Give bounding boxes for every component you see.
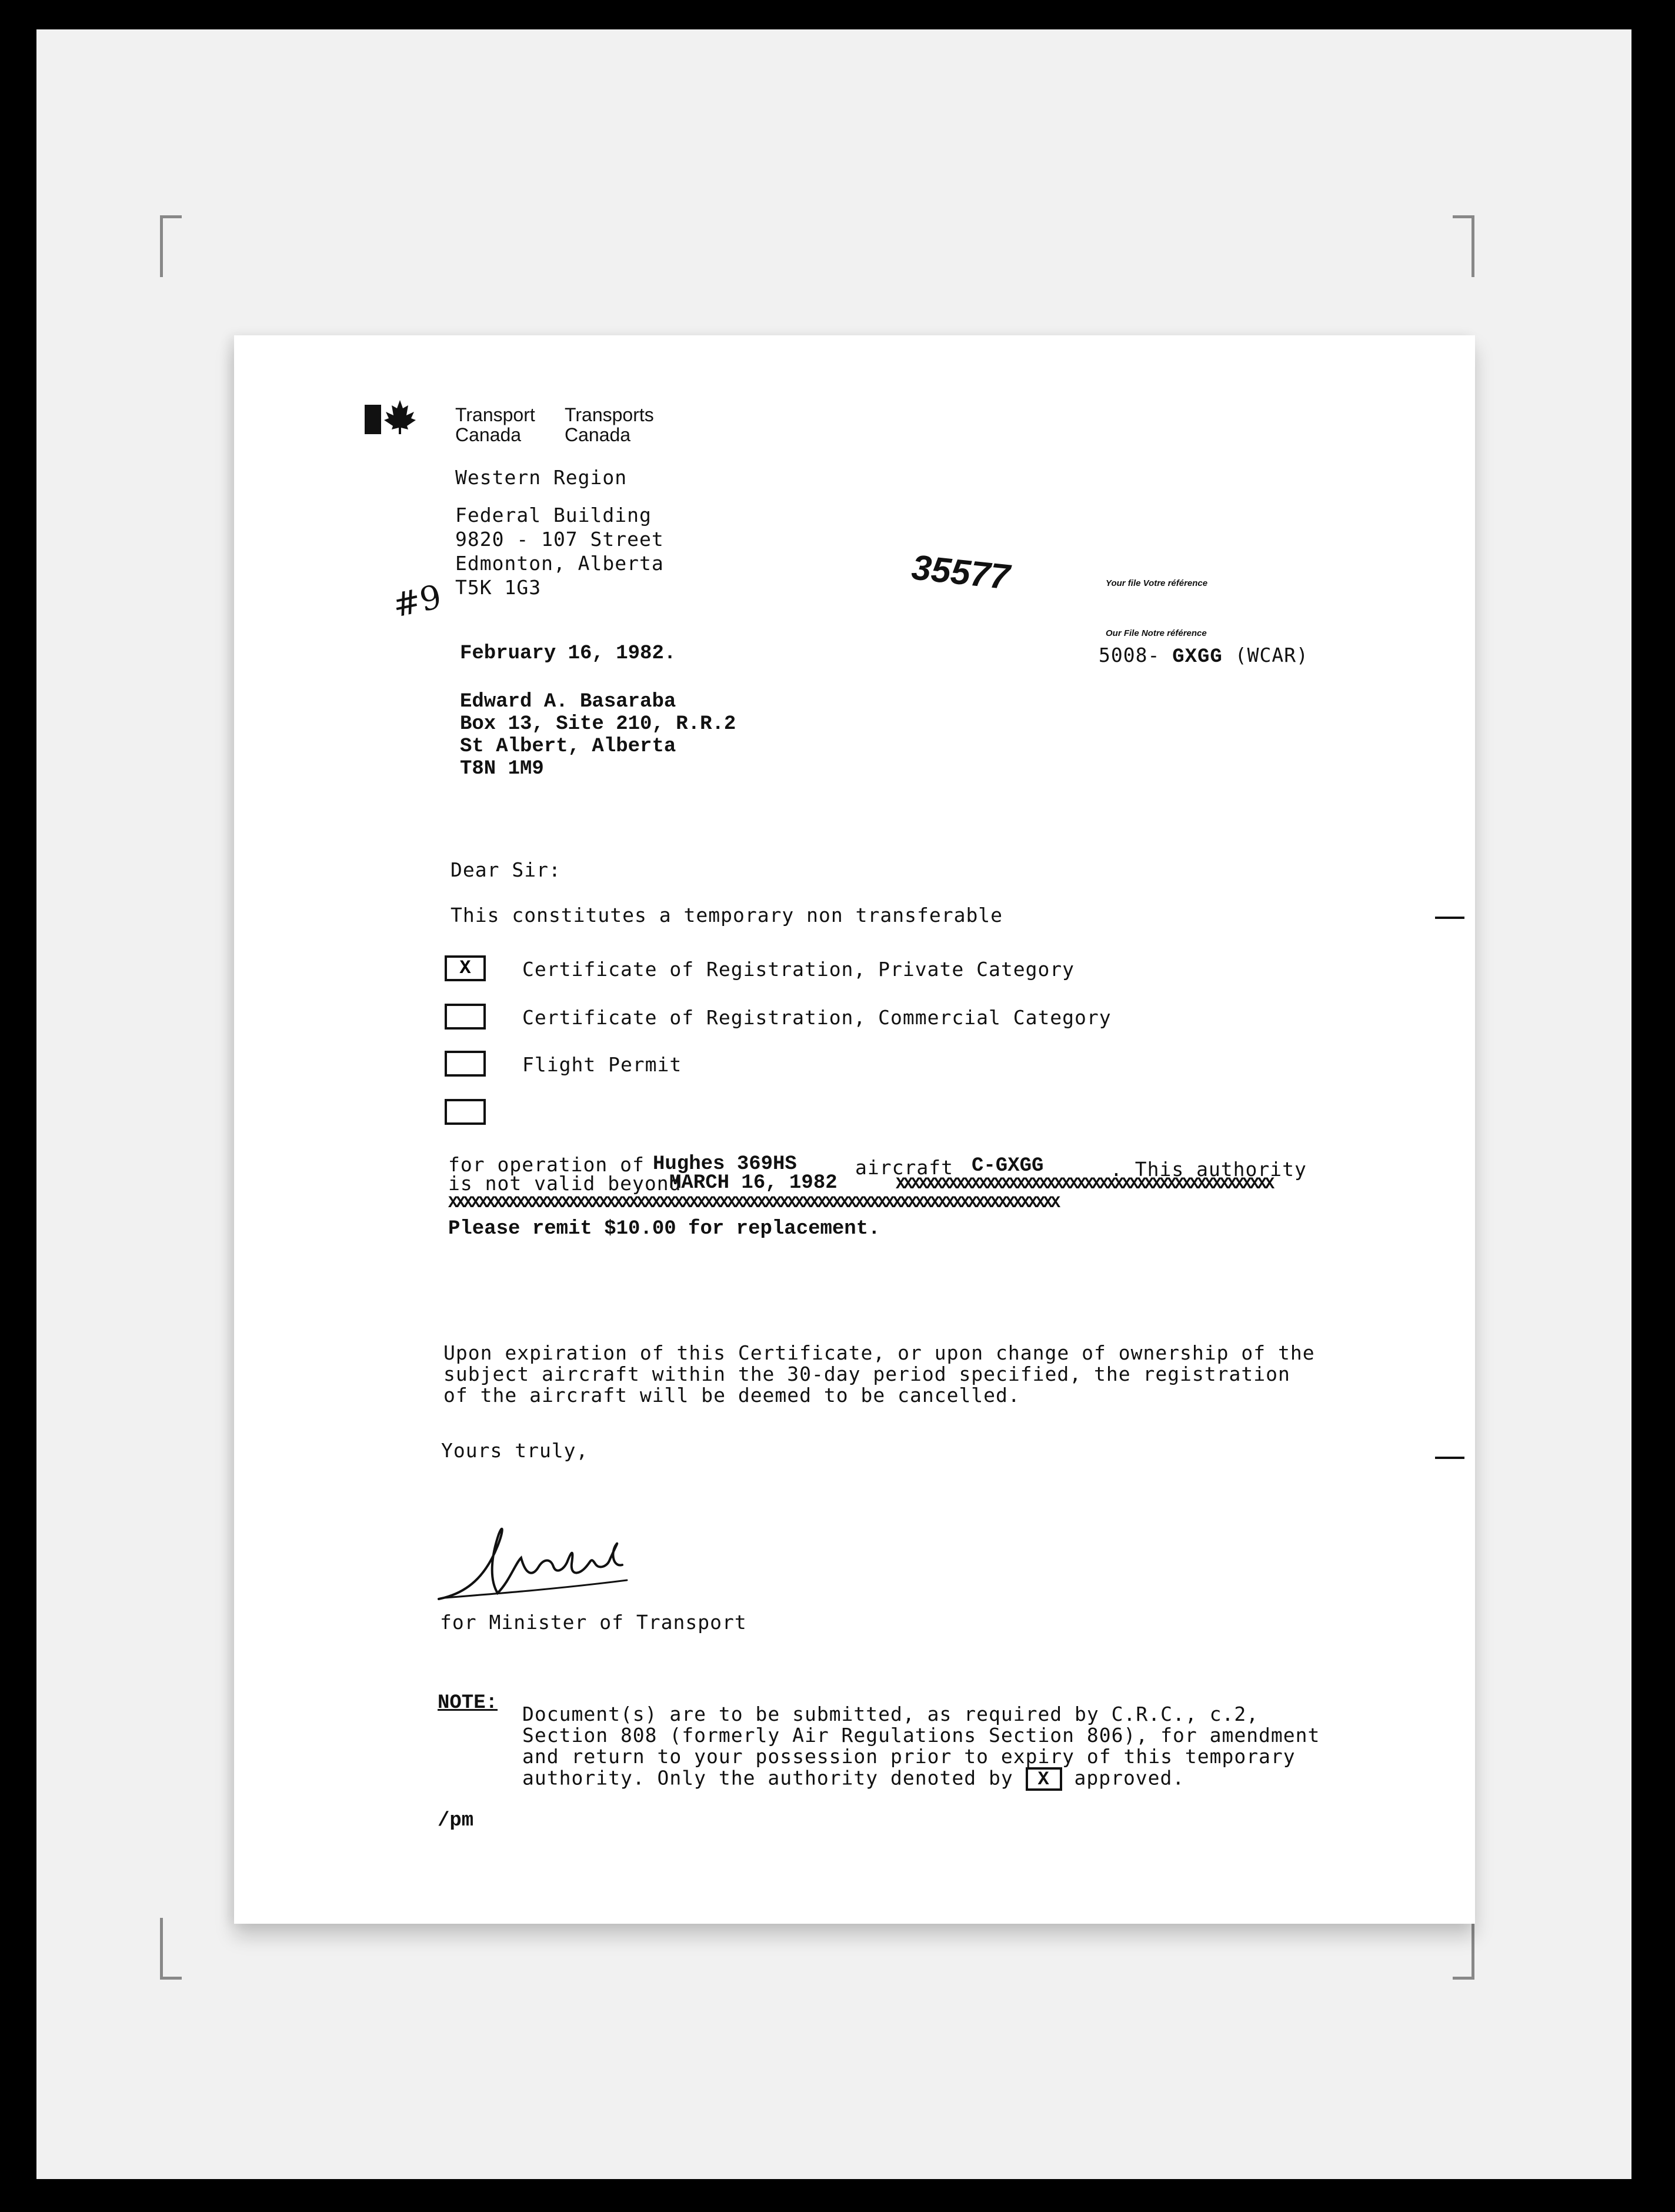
department-fr: Transports Canada: [565, 404, 654, 445]
aircraft-registration: C-GXGG: [972, 1155, 1044, 1177]
office-address: Federal Building 9820 - 107 Street Edmonton, Alberta T5K 1G3: [455, 504, 664, 599]
struck-out-text-line-1: XXXXXXXXXXXXXXXXXXXXXXXXXXXXXXXXXXXXXXXXXXXXXXXXXX: [896, 1175, 1273, 1194]
margin-tick-lower: [1435, 1457, 1464, 1459]
authority-text: . This authority: [1110, 1158, 1307, 1181]
crop-mark-bottom-right: [1453, 1918, 1474, 1980]
operation-prefix: for operation of: [448, 1153, 645, 1176]
expiration-paragraph: Upon expiration of this Certificate, or upon change of ownership of the subject aircraft within the 30-day period specified, the registration of the aircraft will be deemed to be cancelled.: [443, 1341, 1315, 1407]
option-blank-checkbox[interactable]: [445, 1099, 486, 1125]
department-en: Transport Canada: [455, 404, 535, 445]
typist-initials: /pm: [438, 1810, 474, 1832]
signature: [433, 1511, 645, 1617]
signer-title: for Minister of Transport: [440, 1611, 747, 1634]
margin-tick-upper: [1435, 917, 1464, 919]
aircraft-type: Hughes 369HS: [653, 1153, 797, 1175]
region: Western Region: [455, 466, 628, 489]
recipient-address: Edward A. Basaraba Box 13, Site 210, R.R.2 St Albert, Alberta T8N 1M9: [460, 691, 736, 780]
crop-mark-top-right: [1453, 215, 1474, 277]
letter-page: [234, 335, 1475, 1924]
letter-date: February 16, 1982.: [460, 642, 676, 665]
option-flight-permit-checkbox[interactable]: [445, 1051, 486, 1077]
intro-text: This constitutes a temporary non transferable: [451, 904, 1003, 927]
margin-note: #9: [389, 578, 445, 625]
remit-text: Please remit $10.00 for replacement.: [448, 1218, 880, 1240]
crop-mark-top-left: [160, 215, 182, 277]
option-private-checkbox[interactable]: X: [445, 955, 486, 981]
stamp-number: 35577: [909, 547, 1012, 597]
option-commercial-label: Certificate of Registration, Commercial Category: [522, 1006, 1112, 1029]
note-text: Document(s) are to be submitted, as required by C.R.C., c.2, Section 808 (formerly Air Regulations Section 806), for amendment and return to your possession prior to expiry of this temporary authority. Only the authority denoted by X approved.: [522, 1703, 1320, 1790]
note-approved-box: X: [1026, 1767, 1062, 1791]
closing: Yours truly,: [441, 1439, 589, 1462]
valid-date: MARCH 16, 1982: [669, 1172, 838, 1194]
option-private-label: Certificate of Registration, Private Category: [522, 958, 1075, 981]
our-file-label: Our File Notre référence: [1106, 628, 1207, 638]
maple-leaf-icon: [383, 399, 416, 434]
your-file-label: Your file Votre référence: [1106, 578, 1208, 588]
flag-bar-icon: [365, 405, 381, 434]
aircraft-word: aircraft: [855, 1156, 953, 1179]
salutation: Dear Sir:: [451, 858, 561, 881]
crop-mark-bottom-left: [160, 1918, 182, 1980]
our-file-reference: 5008- GXGG (WCAR): [1099, 644, 1309, 668]
note-label: NOTE:: [438, 1692, 498, 1714]
option-commercial-checkbox[interactable]: [445, 1004, 486, 1030]
struck-out-text-line-2: XXXXXXXXXXXXXXXXXXXXXXXXXXXXXXXXXXXXXXXXXXXXXXXXXXXXXXXXXXXXXXXXXXXXXXXXXXXXXXXXX: [448, 1194, 1059, 1212]
valid-prefix: is not valid beyond: [448, 1172, 682, 1195]
option-flight-permit-label: Flight Permit: [522, 1053, 682, 1076]
